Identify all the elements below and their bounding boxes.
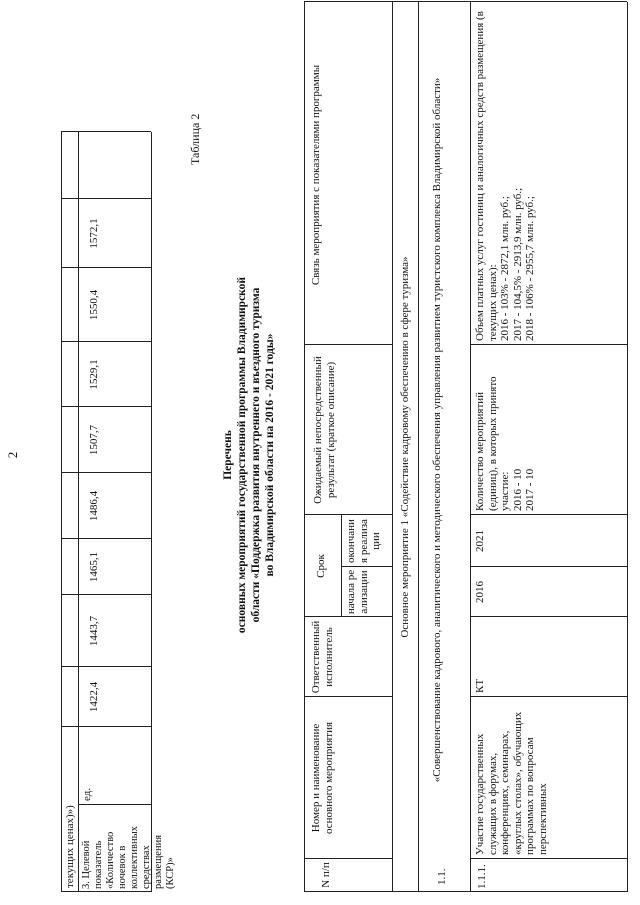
row-1-1-num: 1.1. <box>436 868 448 885</box>
page-number: 2 <box>5 451 20 459</box>
row-1-1-1-link: Объем платных услуг гостиниц и аналогичных средств размещения (в текущих ценах): 2016 - 103% - 2872,1 млн. руб.; 2017 - 104,5% - 2913,9 млн. руб.; 2018 - 106% - 2955,7 млн. руб.; <box>474 11 536 341</box>
row-1-1-text: «Совершенствование кадрового, аналитического и методического обеспечения управления развитием туристского комплекса Владимирской области» <box>431 77 443 783</box>
header-num: N п/п <box>320 862 332 888</box>
header-name: Номер и наименование основного мероприятия <box>310 721 335 835</box>
main-event-row: Основное мероприятие 1 «Содействие кадровому обеспечению в сфере туризма» <box>399 256 411 638</box>
row-1-1-1-name: Участие государственных служащих в форумах, конференциях, семинарах, «круглых столах», обучающих программах по вопросам перспективных <box>474 711 549 855</box>
header-executor: Ответственный исполнитель <box>310 620 335 694</box>
header-end: окончания реализации <box>345 519 382 563</box>
indicator-label: 3. Целевой показатель «Количество ночевок в коллективных средствах размещения (КСР)» <box>81 826 176 889</box>
header-link: Связь мероприятия с показателями программы <box>310 64 322 286</box>
value-cell: 1422,4 <box>88 681 100 713</box>
row-1-1-1-end: 2021 <box>474 530 486 552</box>
row-1-1-1-start: 2016 <box>474 581 486 603</box>
value-cell: 1507,7 <box>88 424 100 456</box>
row-1-1-1-num: 1.1.1. <box>476 864 488 889</box>
value-cell: 1486,4 <box>88 490 100 522</box>
header-result: Ожидаемый непосредственный результат (краткое описание) <box>312 356 337 504</box>
value-cell: 1550,4 <box>88 289 100 321</box>
value-cell: 1572,1 <box>88 218 100 249</box>
header-term: Срок <box>315 554 327 578</box>
row-1-1-1-executor: КТ <box>474 678 486 693</box>
title-line-1: Перечень <box>222 430 234 480</box>
value-cell: 1443,7 <box>88 615 100 647</box>
unit-cell: ед. <box>81 787 93 801</box>
value-cell: 1529,1 <box>88 359 100 390</box>
title-line-2: основных мероприятий государственной программы Владимирской <box>236 276 248 634</box>
row-1-1-1-result: Количество мероприятий (единиц), в которых принято участие: 2016 - 10 2017 - 10 <box>474 376 536 511</box>
value-cell: 1465,1 <box>88 551 100 583</box>
header-start: начала реализации <box>345 569 370 615</box>
table-label: Таблица 2 <box>188 113 202 165</box>
continued-text: текущих ценах)») <box>64 805 76 888</box>
title-line-3: области «Поддержка развития внутреннего и въездного туризма <box>250 287 262 623</box>
title-line-4: во Владимирской области на 2016 - 2021 годы» <box>264 333 276 577</box>
